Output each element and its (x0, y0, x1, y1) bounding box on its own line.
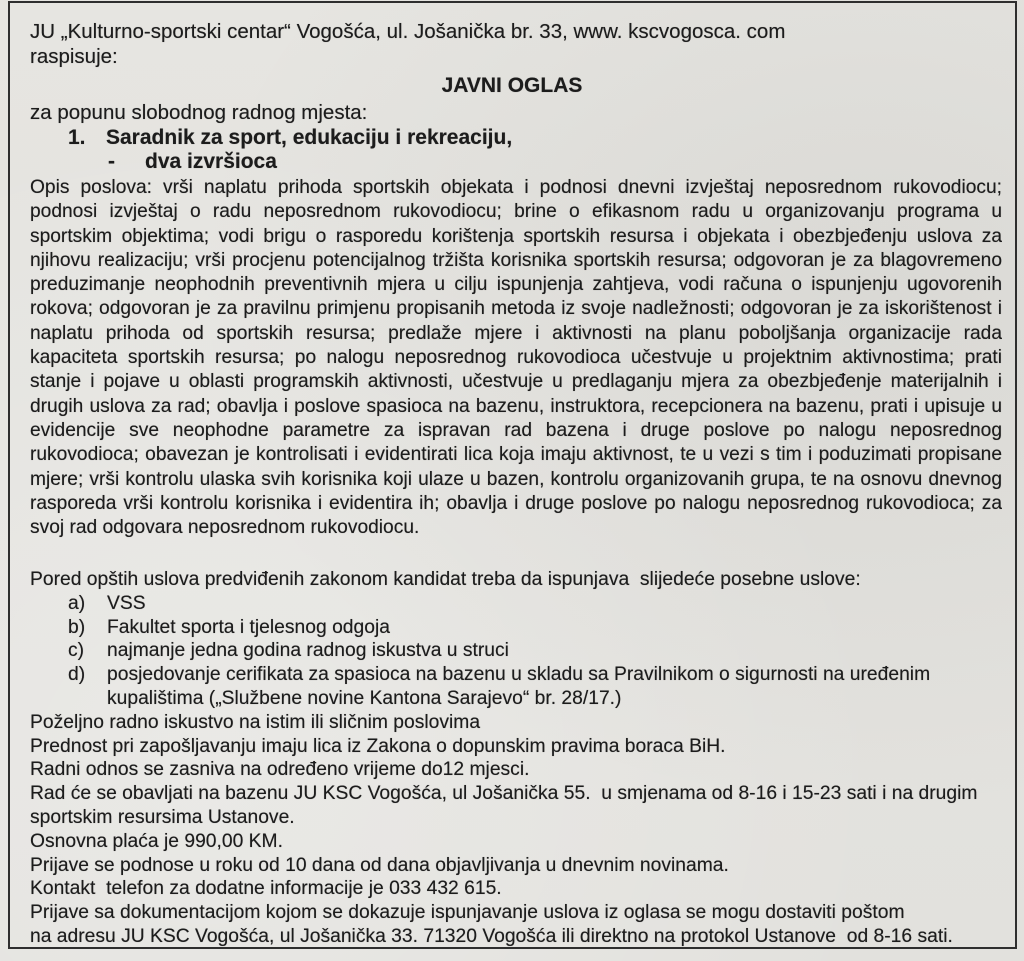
description-line: sportskim objektima; vodi brigu o rasporedu korištenja sportskih resursa i objekata i obezbjeđenju uslova za (30, 225, 1002, 247)
requirements-and-notes (30, 568, 1002, 949)
note-line: sportskim resursima Ustanove. (30, 806, 295, 828)
description-line: preduzimanje neophodnih preventivnih mjera u cilju ispunjenja zahtjeva, vodi računa o ispunjenju ugovorenih (30, 274, 1002, 296)
condition-text: Fakultet sporta i tjelesnog odgoja (107, 616, 390, 638)
position-title-row (30, 126, 1002, 150)
ad-title: JAVNI OGLAS (441, 74, 583, 97)
description-line: svoj rad odgovara neposrednom rukovodiocu. (30, 517, 420, 539)
position-executors: dva izvršioca (145, 150, 277, 173)
description-line: rasporeda vrši kontrolu korisnika i evidentira ih; obavlja i druge poslove po nalogu neposrednog rukovodioca; za (30, 492, 1002, 514)
description-line: naplatu prihoda od sportskih resursa; predlaže mjere i aktivnosti na planu poboljšanja organizacije rada (30, 322, 1002, 344)
position-number: 1. (68, 126, 86, 149)
description-line: evidencije sve neophodne parametre za ispravan rad bazena i druge poslove po nalogu neposrednog (30, 419, 1002, 441)
description-line: Opis poslova: vrši naplatu prihoda sportskih objekata i podnosi dnevni izvještaj neposrednom rukovodiocu; (30, 177, 1002, 198)
note-line: Prednost pri zapošljavanju imaju lica iz Zakona o dopunskim pravima boraca BiH. (30, 735, 726, 757)
condition-item (30, 616, 1002, 640)
note-line: Radni odnos se zasniva na određeno vrijeme do12 mjesci. (30, 759, 530, 781)
note-line: Prijave se podnose u roku od 10 dana od dana objavljivanja u dnevnim novinama. (30, 854, 729, 876)
description-line: mjere; vrši kontrolu ulaska svih korisnika koji ulaze u bazen, kontrolu organizovanih grupa, te na osnovu dnevnog (30, 468, 1002, 490)
description-line: rukovodioca; obavezan je kontrolisati i evidentirati lica koja imaju aktivnost, te u vezi s tim i poduzimati propisane (30, 444, 1002, 466)
position-name: Saradnik za sport, edukaciju i rekreaciju, (106, 126, 513, 149)
note-line: Osnovna plaća je 990,00 KM. (30, 830, 283, 852)
description-line: stanje i pojave u oblasti programskih aktivnosti, učestvuje u predlaganju mjera za obezbjeđenje materijalnih i (30, 371, 1002, 393)
announces-line: raspisuje: (30, 45, 118, 68)
condition-label: b) (68, 616, 86, 638)
job-position (30, 126, 1002, 174)
condition-label: d) (68, 664, 86, 686)
condition-item (30, 639, 1002, 663)
condition-item (30, 592, 1002, 616)
publisher-line: JU „Kulturno-sportski centar“ Vogošća, ul. Jošanička br. 33, www. kscvogosca. com (30, 20, 786, 43)
executors-bullet: - (108, 150, 115, 173)
note-line: na adresu JU KSC Vogošća, ul Jošanička 33. 71320 Vogošća ili direktno na protokol Ustanove od 8-16 sati. (30, 925, 953, 947)
conditions-intro: Pored opštih uslova predviđenih zakonom kandidat treba da ispunjava slijedeće posebne uslove: (30, 569, 861, 590)
intro-line: za popunu slobodnog radnog mjesta: (30, 101, 368, 124)
description-line: rokova; odgovoran je za pravilnu primjenu propisanih metoda iz svoje nadležnosti; odgovoran je za iskorištenost i (30, 298, 1002, 320)
condition-text: VSS (107, 592, 146, 614)
job-description (30, 176, 1002, 540)
position-executors-row (30, 150, 1002, 174)
note-line: Rad će se obavljati na bazenu JU KSC Vogošća, ul Jošanička 55. u smjenama od 8-16 i 15-23 sati i na drugim (30, 783, 978, 805)
condition-label: a) (68, 592, 86, 614)
note-line: Poželjno radno iskustvo na istim ili sličnim poslovima (30, 711, 481, 733)
description-line: drugih uslova za rad; obavlja i poslove spasioca na bazenu, instruktora, recepcionera na bazenu, prati i upisuje u (30, 395, 1002, 417)
condition-item (30, 663, 1002, 687)
description-line: njihovu realizaciju; vrši procjenu potencijalnog tržišta korisnika sportskih resursa; odgovoran je za blagovremeno (30, 249, 1002, 271)
condition-text: najmanje jedna godina radnog iskustva u struci (107, 640, 509, 662)
publisher-header (30, 19, 785, 69)
condition-text: posjedovanje cerifikata za spasioca na bazenu u skladu sa Pravilnikom o sigurnosti na uređenim (107, 664, 931, 686)
condition-text: kupalištima („Službene novine Kantona Sarajevo“ br. 28/17.) (107, 687, 622, 709)
condition-label: c) (68, 640, 85, 662)
condition-item-continuation (30, 687, 1002, 711)
note-line: Kontakt telefon za dodatne informacije je 033 432 615. (30, 878, 502, 900)
description-line: podnosi izvještaj o radu neposrednom rukovodiocu; brine o efikasnom radu u organizovanju programa u (30, 201, 1002, 223)
note-line: Prijave sa dokumentacijom kojom se dokazuje ispunjavanje uslova iz oglasa se mogu dostaviti poštom (30, 902, 905, 924)
description-line: kapaciteta sportskih resursa; po nalogu neposrednog rukovodioca učestvuje u projektnim aktivnostima; prati (30, 347, 1002, 369)
